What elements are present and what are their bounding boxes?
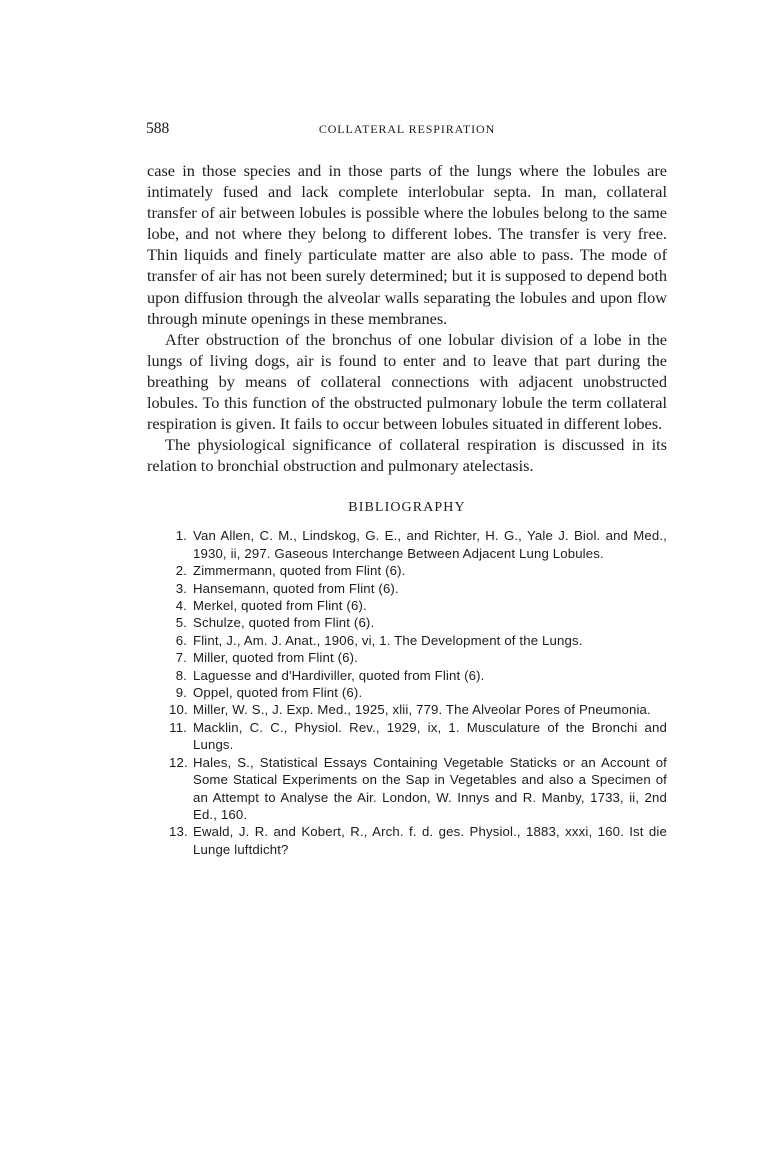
entry-text: Ewald, J. R. and Kobert, R., Arch. f. d. ges. Physiol., 1883, xxxi, 160. Ist die Lunge luftdicht?	[193, 824, 667, 857]
bibliography-entry	[147, 614, 667, 631]
bibliography-entry	[147, 527, 667, 562]
entry-text: Zimmermann, quoted from Flint (6).	[193, 563, 406, 579]
entry-text: Flint, J., Am. J. Anat., 1906, vi, 1. The Development of the Lungs.	[193, 632, 583, 648]
entry-number: 7.	[175, 650, 187, 666]
entry-number: 10.	[169, 702, 188, 718]
bibliography-entry	[147, 754, 667, 824]
page-number: 588	[146, 120, 170, 137]
entry-text: Macklin, C. C., Physiol. Rev., 1929, ix, 1. Musculature of the Bronchi and Lungs.	[193, 719, 667, 753]
bibliography-entry	[147, 667, 667, 684]
entry-number: 13.	[169, 824, 188, 840]
entry-text: Van Allen, C. M., Lindskog, G. E., and Richter, H. G., Yale J. Biol. and Med., 1930, ii, 297. Gaseous Interchange Between Adjacent Lung Lobules.	[193, 528, 667, 561]
bibliography-list	[147, 527, 667, 858]
bibliography-entry	[147, 632, 667, 649]
paragraph-1: case in those species and in those parts of the lungs where the lobules are intimately fused and lack complete interlobular septa. In man, collateral transfer of air between lobules is possible where the lobules belong to the same lobe, and not where they belong to different lobes. The transfer is very free. Thin liquids and finely particulate matter are also able to pass. The mode of transfer of air has not been surely determined; but it is supposed to depend both upon diffusion through the alveolar walls separating the lobules and upon flow through minute openings in these membranes.	[147, 161, 667, 328]
bibliography-entry	[147, 597, 667, 614]
entry-number: 3.	[175, 580, 187, 596]
paragraph-2: After obstruction of the bronchus of one lobular division of a lobe in the lungs of living dogs, air is found to enter and to leave that part during the breathing by means of collateral connections with adjacent unobstructed lobules. To this function of the obstructed pulmonary lobule the term collateral respiration is given. It fails to occur between lobules situated in different lobes.	[147, 329, 667, 434]
entry-text: Hansemann, quoted from Flint (6).	[193, 580, 399, 596]
entry-number: 6.	[175, 632, 187, 648]
body-text	[147, 160, 667, 476]
entry-text: Hales, S., Statistical Essays Containing Vegetable Staticks or an Account of Some Statical Experiments on the Sap in Vegetables and also a Specimen of an Attempt to Analyse the Air. London, W. Innys and R. Manby, 1733, ii, 2nd Ed., 160.	[193, 754, 667, 822]
entry-number: 11.	[169, 719, 187, 735]
bibliography-entry	[147, 684, 667, 701]
entry-text: Laguesse and d'Hardiviller, quoted from Flint (6).	[193, 667, 485, 683]
paragraph-3: The physiological significance of collateral respiration is discussed in its relation to bronchial obstruction and pulmonary atelectasis.	[147, 435, 667, 476]
bibliography-entry	[147, 562, 667, 579]
entry-number: 1.	[175, 528, 187, 544]
entry-number: 4.	[175, 598, 187, 614]
bibliography-entry	[147, 701, 667, 718]
page	[147, 110, 667, 858]
entry-text: Oppel, quoted from Flint (6).	[193, 685, 363, 701]
bibliography-entry	[147, 719, 667, 754]
running-title: COLLATERAL RESPIRATION	[318, 122, 496, 136]
entry-number: 5.	[175, 615, 187, 631]
entry-number: 12.	[169, 754, 188, 770]
entry-number: 2.	[175, 563, 187, 579]
entry-text: Miller, quoted from Flint (6).	[193, 650, 358, 666]
entry-text: Schulze, quoted from Flint (6).	[193, 615, 375, 631]
entry-text: Merkel, quoted from Flint (6).	[193, 598, 367, 614]
entry-text: Miller, W. S., J. Exp. Med., 1925, xlii, 779. The Alveolar Pores of Pneumonia.	[193, 702, 651, 718]
entry-number: 8.	[175, 667, 187, 683]
bibliography-entry	[147, 649, 667, 666]
bibliography-heading: BIBLIOGRAPHY	[348, 500, 466, 516]
bibliography-entry	[147, 823, 667, 858]
bibliography-entry	[147, 580, 667, 597]
running-head	[147, 110, 667, 136]
entry-number: 9.	[175, 685, 187, 701]
